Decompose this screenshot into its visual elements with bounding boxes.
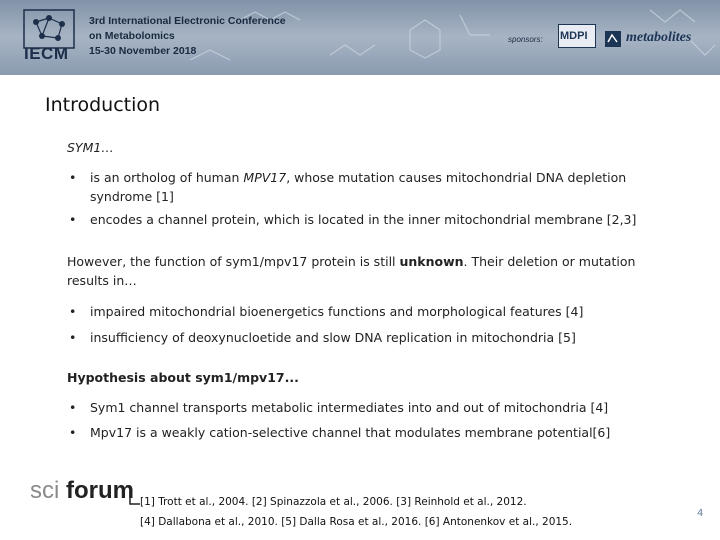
- sym1-bullet-1: [90, 168, 626, 188]
- however-paragraph-line1: [67, 252, 635, 272]
- metabolites-logo-icon: [604, 30, 622, 48]
- sciforum-logo-forum: forum: [66, 477, 134, 504]
- bullet-icon: •: [69, 304, 77, 319]
- iecm-logo-text: IECM: [24, 44, 69, 63]
- sym1-bullet-1-line2: syndrome [1]: [90, 189, 174, 204]
- sym1-bullet-2: encodes a channel protein, which is located in the inner mitochondrial membrane [2,3]: [90, 212, 637, 227]
- reference-line-1: [1] Trott et al., 2004. [2] Spinazzola et al., 2006. [3] Reinhold et al., 2012.: [140, 496, 527, 508]
- hypothesis-bullet-2: Mpv17 is a weakly cation-selective channel that modulates membrane potential[6]: [90, 425, 611, 440]
- conference-dates: 15-30 November 2018: [89, 45, 197, 57]
- conference-line-2: on Metabolomics: [89, 30, 175, 42]
- hypothesis-heading: Hypothesis about sym1/mpv17...: [67, 370, 299, 385]
- sciforum-logo: [30, 474, 150, 510]
- results-bullet-1: impaired mitochondrial bioenergetics functions and morphological features [4]: [90, 304, 584, 319]
- hypothesis-bullet-1: Sym1 channel transports metabolic intermediates into and out of mitochondria [4]: [90, 400, 609, 415]
- bullet-icon: •: [69, 425, 77, 440]
- sym1-bullet-1-gene: MPV17: [243, 170, 287, 185]
- bullet-icon: •: [69, 400, 77, 415]
- page-number: 4: [697, 508, 704, 519]
- bullet-icon: •: [69, 330, 77, 345]
- reference-line-2: [4] Dallabona et al., 2010. [5] Dalla Rosa et al., 2016. [6] Antonenkov et al., 2015.: [140, 516, 573, 528]
- bullet-icon: •: [69, 212, 77, 227]
- bullet-icon: •: [69, 170, 77, 185]
- mdpi-logo-text: MDPI: [560, 30, 588, 42]
- references: [140, 492, 572, 532]
- results-bullet-2: insufficiency of deoxynucloetide and slow DNA replication in mitochondria [5]: [90, 330, 576, 345]
- conference-line-1: 3rd International Electronic Conference: [89, 15, 286, 27]
- however-pre: However, the function of sym1/mpv17 protein is still: [67, 254, 400, 269]
- conference-banner: [0, 0, 720, 75]
- sym1-bullet-1-post: , whose mutation causes mitochondrial DNA depletion: [286, 170, 627, 185]
- however-post: . Their deletion or mutation: [463, 254, 636, 269]
- metabolites-logo-text: metabolites: [626, 30, 692, 45]
- sym1-bullet-1-pre: is an ortholog of human: [90, 170, 244, 185]
- sym1-heading: SYM1…: [67, 140, 114, 155]
- conference-title: [89, 14, 286, 59]
- sciforum-logo-sci: sci: [30, 477, 60, 504]
- sponsors-label: sponsors:: [508, 35, 543, 44]
- however-unknown: unknown: [399, 254, 464, 269]
- however-paragraph-line2: results in…: [67, 273, 137, 288]
- slide-title: Introduction: [45, 94, 161, 116]
